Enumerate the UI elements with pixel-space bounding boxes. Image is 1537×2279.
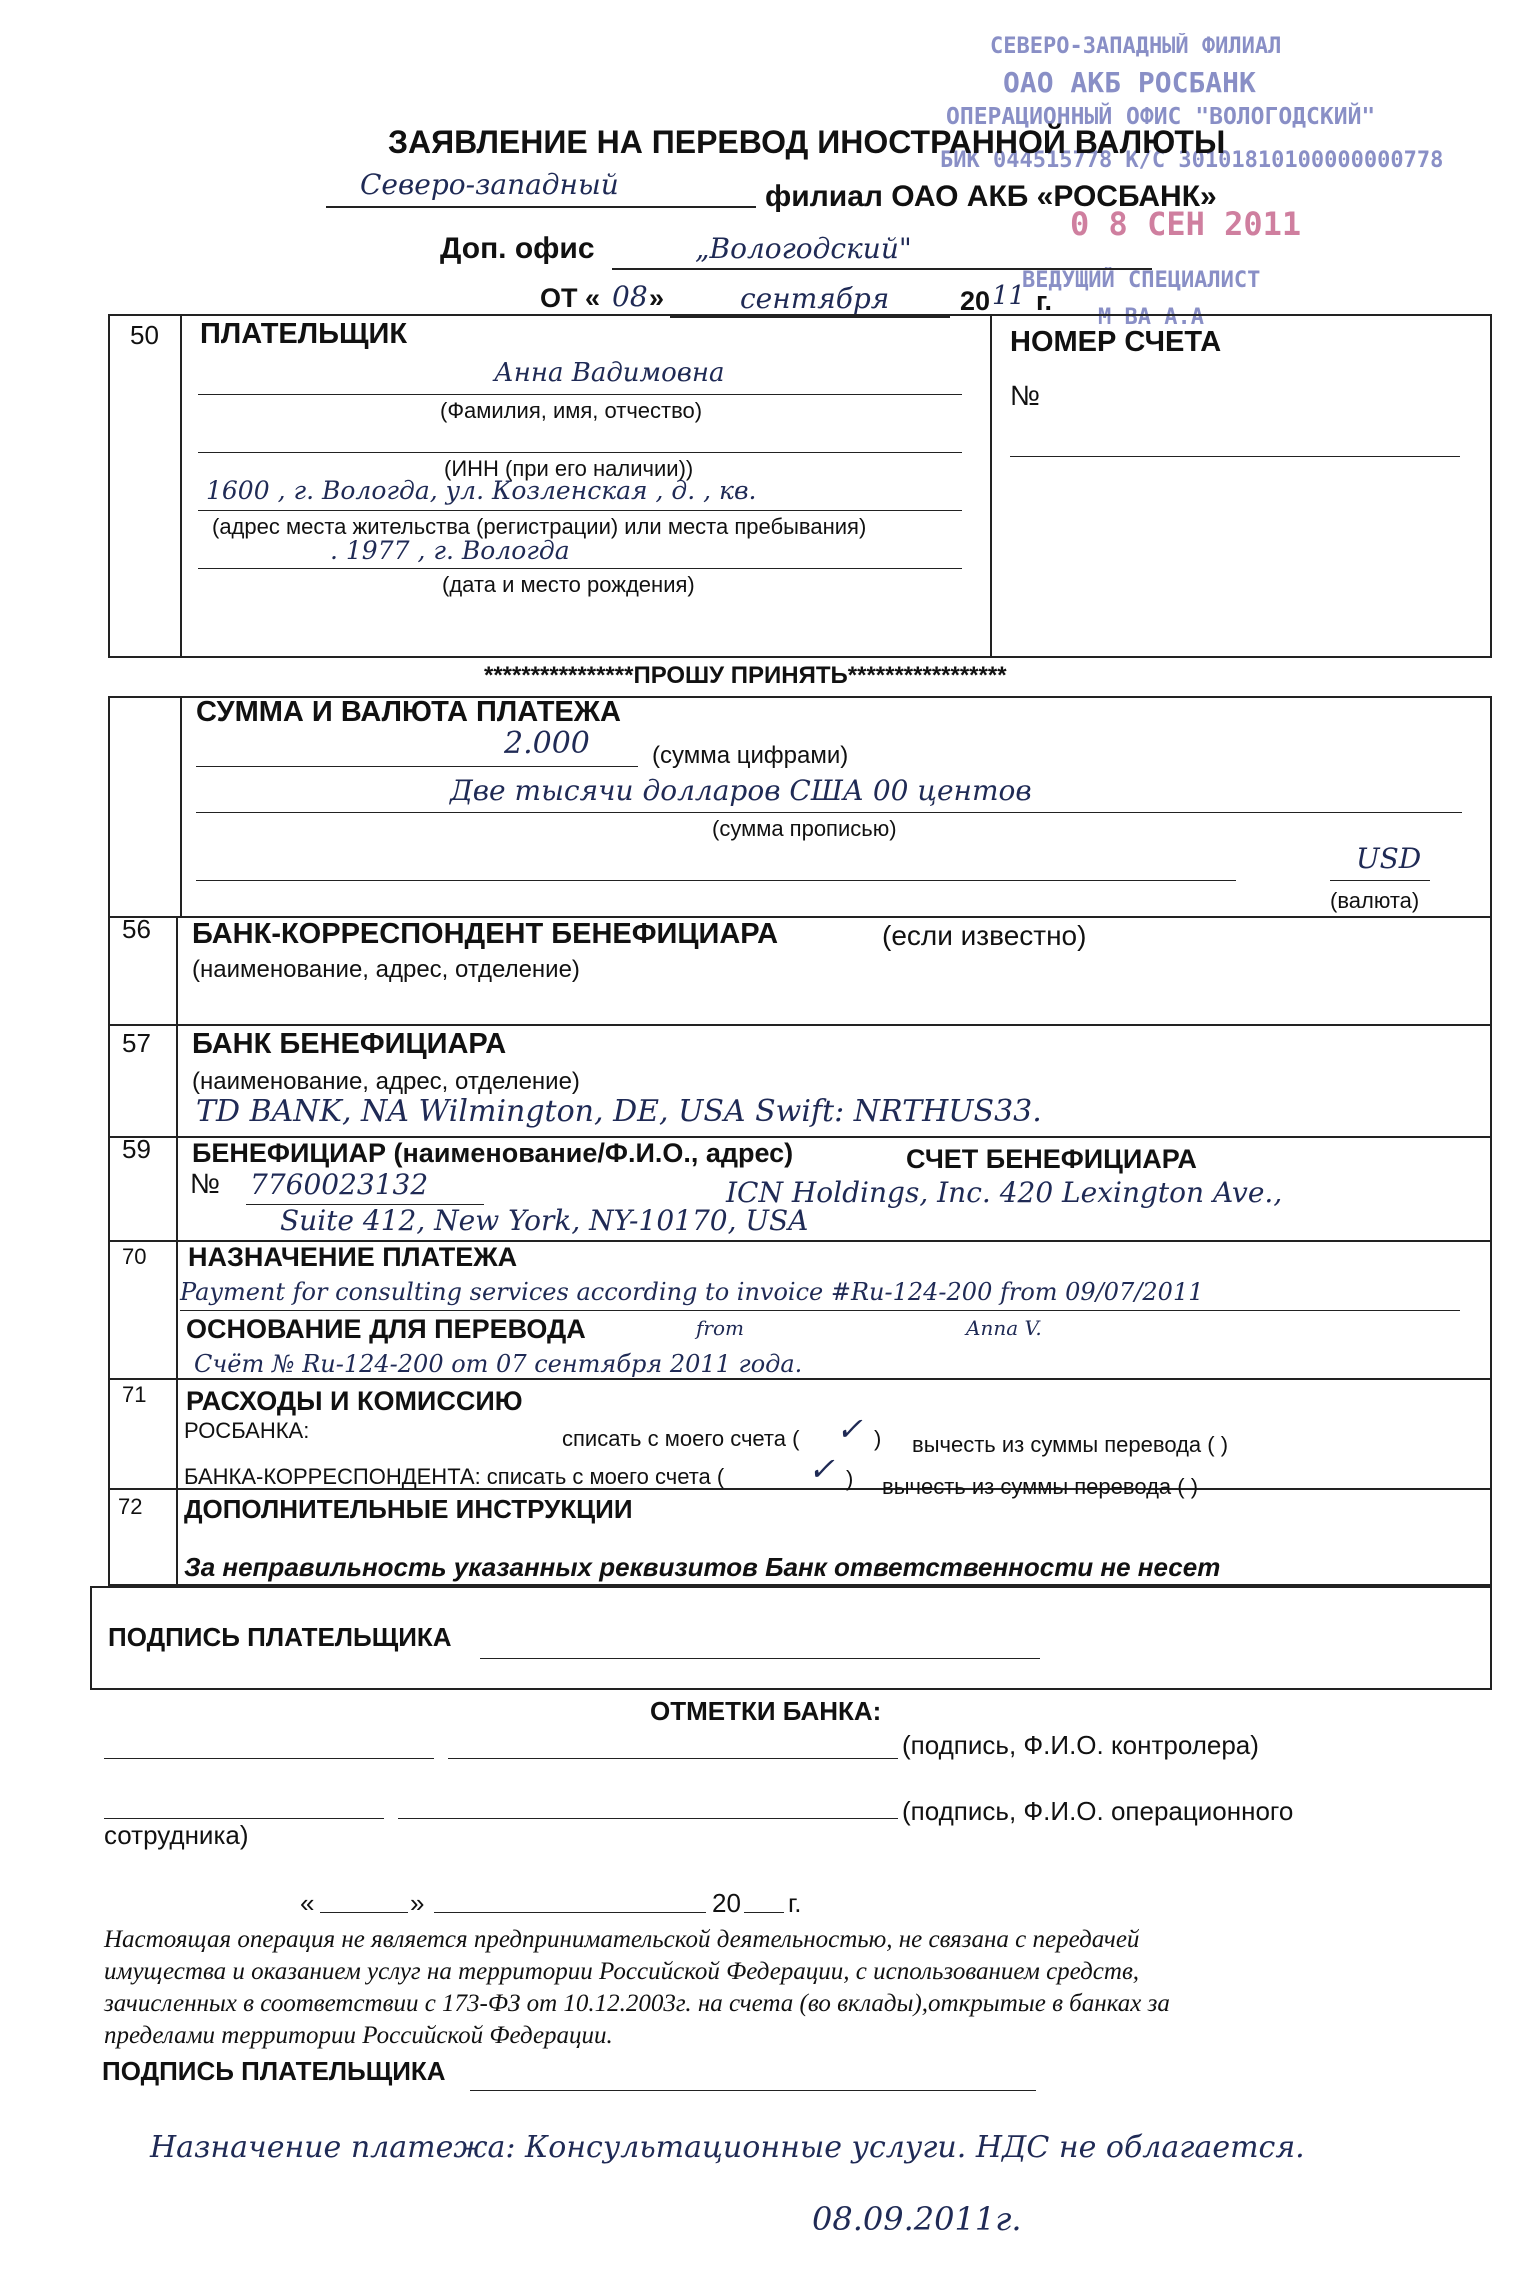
charges-title: РАСХОДЫ И КОМИССИЮ [186, 1386, 523, 1416]
date-day: 08 [612, 280, 648, 313]
charges-corr-close: ) [846, 1466, 854, 1491]
instructions-title: ДОПОЛНИТЕЛЬНЫЕ ИНСТРУКЦИИ [184, 1494, 633, 1524]
stamp-line1: СЕВЕРО-ЗАПАДНЫЙ ФИЛИАЛ [990, 34, 1282, 59]
payer-address: 1600 , г. Вологда, ул. Козленская , д. , кв. [206, 476, 757, 505]
date-close: » [649, 283, 665, 313]
bank-marks-date-mid: » [410, 1888, 425, 1918]
payer-code: 50 [130, 320, 159, 350]
beneficiary-title: БЕНЕФИЦИАР (наименование/Ф.И.О., адрес) [192, 1138, 794, 1168]
basis-name: Anna V. [966, 1316, 1042, 1340]
payer-birth: . 1977 , г. Вологда [330, 536, 570, 565]
beneficiary-line2: Suite 412, New York, NY-10170, USA [280, 1204, 809, 1237]
bank-marks-year-suffix: г. [788, 1888, 802, 1918]
corr-bank-note: (если известно) [882, 920, 1087, 951]
benef-bank-value: TD BANK, NA Wilmington, DE, USA Swift: NRTHUS33. [196, 1094, 1042, 1129]
stamp-line2: ОАО АКБ РОСБАНК [1003, 66, 1256, 99]
charges-deduct-label[interactable]: вычесть из суммы перевода ( ) [912, 1432, 1229, 1457]
charges-debit-check[interactable]: ✓ [836, 1410, 863, 1448]
instructions-code: 72 [118, 1494, 143, 1519]
basis-value: Счёт № Ru-124-200 от 07 сентября 2011 года. [194, 1350, 803, 1378]
stamp-line4: БИК 044515778 К/С 30101810100000000778 [940, 148, 1444, 173]
corr-bank-code: 56 [122, 914, 151, 944]
declaration-line2: имущества и оказанием услуг на территории Российской Федерации, с использованием средств, [104, 1958, 1140, 1985]
corr-bank-title: БАНК-КОРРЕСПОНДЕНТ БЕНЕФИЦИАРА [192, 918, 779, 950]
signature-label: ПОДПИСЬ ПЛАТЕЛЬЩИКА [108, 1622, 452, 1652]
beneficiary-account-title: СЧЕТ БЕНЕФИЦИАРА [906, 1144, 1197, 1174]
charges-code: 71 [122, 1382, 147, 1407]
beneficiary-account: 7760023132 [250, 1168, 429, 1201]
date-month: сентября [740, 282, 890, 315]
purpose-code: 70 [122, 1244, 147, 1269]
payer-birth-caption: (дата и место рождения) [442, 572, 695, 597]
stamp-line5: ВЕДУЩИЙ СПЕЦИАЛИСТ [1022, 268, 1261, 293]
branch-suffix: филиал ОАО АКБ «РОСБАНК» [765, 180, 1217, 213]
corr-bank-caption: (наименование, адрес, отделение) [192, 956, 580, 983]
date-year: 11 [992, 281, 1026, 311]
amount-words: Две тысячи долларов США 00 центов [450, 774, 1032, 807]
payer-address-caption: (адрес места жительства (регистрации) или места пребывания) [212, 514, 867, 539]
bank-marks-title: ОТМЕТКИ БАНКА: [650, 1696, 882, 1726]
payer-title: ПЛАТЕЛЬЩИК [200, 318, 408, 350]
charges-debit-label: списать с моего счета ( [562, 1426, 800, 1451]
beneficiary-no: № [190, 1168, 221, 1199]
stamp-date: 0 8 СЕН 2011 [1070, 205, 1302, 243]
purpose-value: Payment for consulting services according to invoice #Ru-124-200 from 09/07/2011 [180, 1278, 1204, 1306]
payer-name-caption: (Фамилия, имя, отчество) [440, 398, 703, 423]
footer-date: 08.09.2011г. [812, 2200, 1022, 2238]
declaration-line1: Настоящая операция не является предпринимательской деятельностью, не связана с передачей [104, 1926, 1140, 1953]
benef-bank-code: 57 [122, 1028, 151, 1058]
bank-marks-operator-cont: сотрудника) [104, 1820, 249, 1850]
footer-note: Назначение платежа: Консультационные услуги. НДС не облагается. [150, 2130, 1305, 2165]
declaration-sign-label: ПОДПИСЬ ПЛАТЕЛЬЩИКА [102, 2056, 446, 2086]
amount-digits-caption: (сумма цифрами) [652, 742, 849, 769]
office-handwritten: „Вологодский" [695, 232, 912, 265]
charges-rosbank-label: РОСБАНКА: [184, 1418, 310, 1443]
charges-debit-close: ) [874, 1426, 882, 1451]
date-from: ОТ « [540, 283, 601, 313]
accept-banner: ****************ПРОШУ ПРИНЯТЬ***************** [484, 662, 1007, 689]
basis-title: ОСНОВАНИЕ ДЛЯ ПЕРЕВОДА [186, 1314, 586, 1344]
beneficiary-code: 59 [122, 1134, 151, 1164]
bank-marks-controller: (подпись, Ф.И.О. контролера) [902, 1730, 1259, 1760]
purpose-title: НАЗНАЧЕНИЕ ПЛАТЕЖА [188, 1242, 518, 1272]
charges-corr-check[interactable]: ✓ [808, 1450, 835, 1488]
stamp-line3: ОПЕРАЦИОННЫЙ ОФИС "ВОЛОГОДСКИЙ" [946, 104, 1376, 130]
amount-words-caption: (сумма прописью) [712, 816, 897, 841]
date-year-prefix: 20 [960, 286, 991, 316]
charges-corr-label: БАНКА-КОРРЕСПОНДЕНТА: списать с моего счета ( [184, 1464, 725, 1489]
benef-bank-title: БАНК БЕНЕФИЦИАРА [192, 1028, 507, 1060]
currency-value: USD [1356, 842, 1422, 875]
amount-title: СУММА И ВАЛЮТА ПЛАТЕЖА [196, 696, 621, 728]
payer-name: Анна Вадимовна [494, 358, 725, 388]
instructions-note: За неправильность указанных реквизитов Банк ответственности не несет [184, 1552, 1221, 1582]
bank-marks-year: 20 [712, 1888, 741, 1918]
account-title: НОМЕР СЧЕТА [1010, 326, 1222, 358]
stamp-line6: М ВА А.А [1098, 305, 1204, 330]
office-label: Доп. офис [440, 232, 595, 265]
currency-caption: (валюта) [1330, 888, 1420, 913]
account-number-sign: № [1010, 380, 1041, 411]
amount-section [108, 696, 1492, 918]
benef-bank-caption: (наименование, адрес, отделение) [192, 1068, 580, 1095]
amount-digits: 2.000 [504, 726, 590, 761]
charges-corr-deduct[interactable]: вычесть из суммы перевода ( ) [882, 1474, 1199, 1499]
form-title: ЗАЯВЛЕНИЕ НА ПЕРЕВОД ИНОСТРАННОЙ ВАЛЮТЫ [388, 124, 1226, 160]
date-year-suffix: г. [1036, 286, 1053, 316]
bank-marks-date-open: « [300, 1888, 315, 1918]
basis-from: from [696, 1316, 744, 1340]
payer-inn-caption: (ИНН (при его наличии)) [444, 456, 694, 481]
declaration-line3: зачисленных в соответствии с 173-ФЗ от 10.12.2003г. на счета (во вклады),открытые в банках за [104, 1990, 1170, 2017]
declaration-line4: пределами территории Российской Федерации. [104, 2022, 613, 2049]
beneficiary-line1: ICN Holdings, Inc. 420 Lexington Ave., [726, 1176, 1283, 1209]
bank-marks-operator: (подпись, Ф.И.О. операционного [902, 1796, 1294, 1826]
branch-handwritten: Северо-западный [360, 168, 619, 201]
